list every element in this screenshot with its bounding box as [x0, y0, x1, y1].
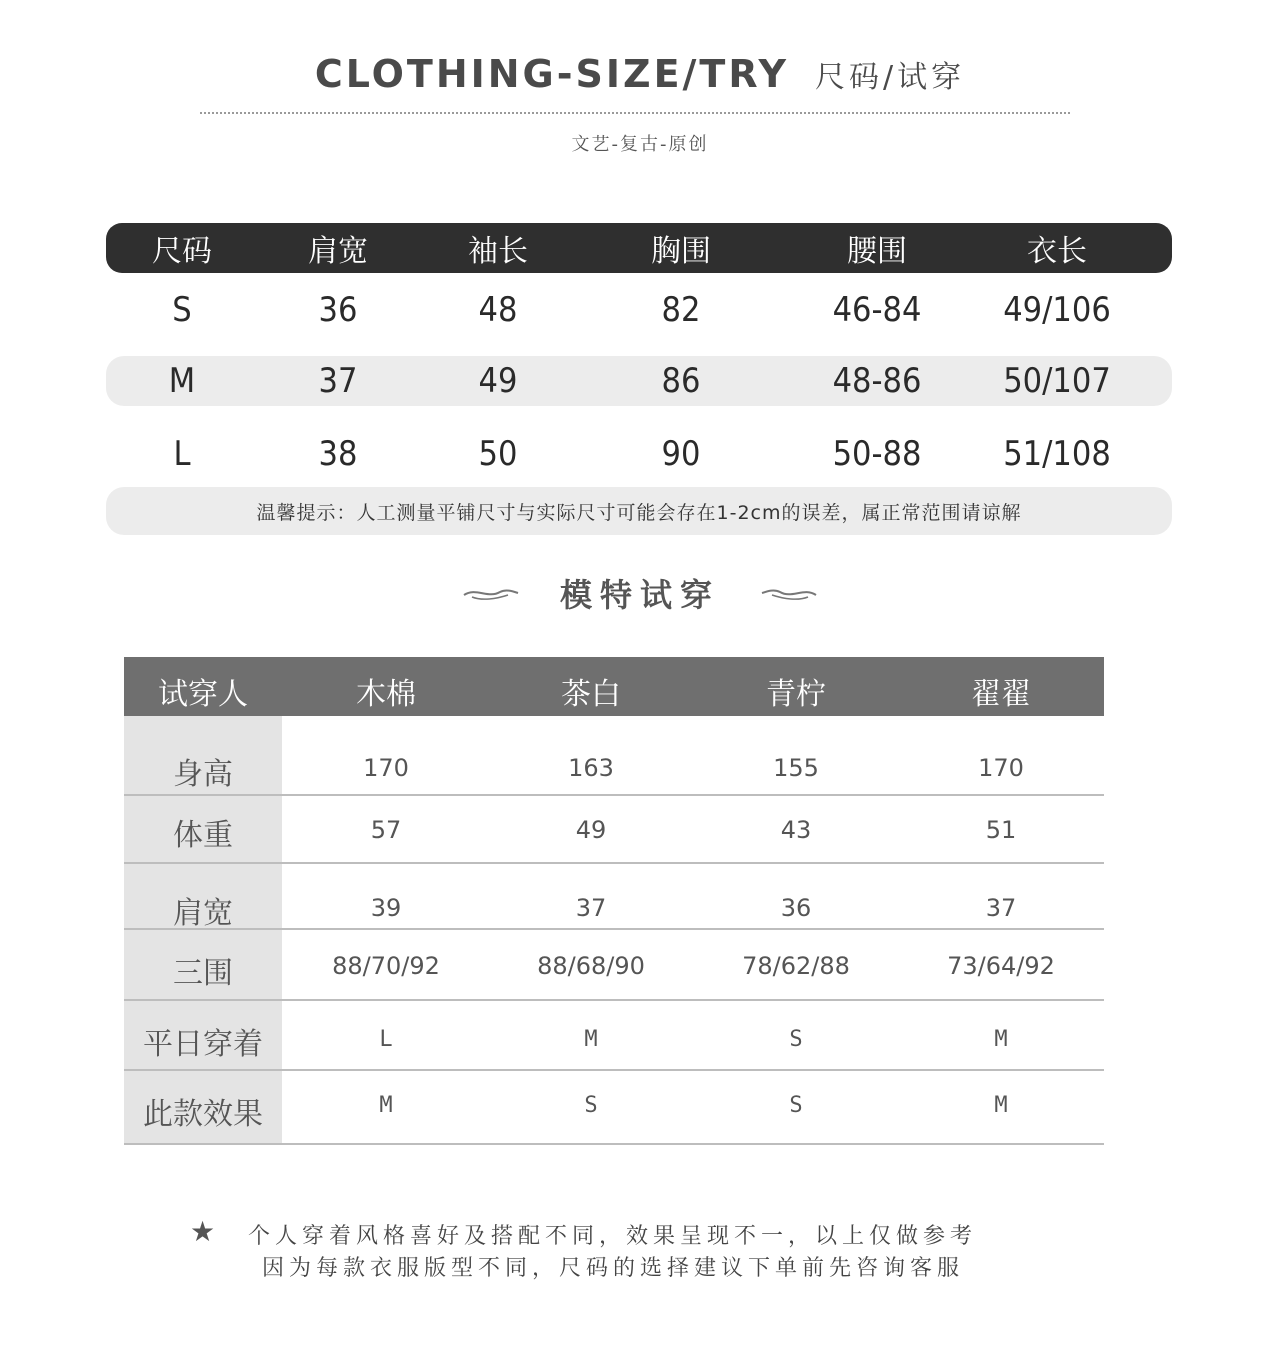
size-cell: 90	[661, 434, 701, 474]
swirl-right-icon	[760, 583, 818, 603]
header-cell-waist: 腰围	[847, 234, 907, 269]
row-label: 此款效果	[143, 1097, 263, 1132]
row-value: M	[584, 1027, 598, 1052]
measurement-notice: 温馨提示：人工测量平铺尺寸与实际尺寸可能会存在1-2cm的误差，属正常范围请谅解	[106, 487, 1172, 535]
model-section-title	[0, 570, 1280, 616]
row-value: M	[994, 1093, 1008, 1118]
size-cell: 48-86	[832, 361, 922, 401]
header-cell-model: 茶白	[561, 677, 621, 712]
row-label: 平日穿着	[143, 1027, 263, 1062]
row-label: 体重	[173, 818, 233, 853]
row-value: 78/62/88	[742, 952, 850, 980]
size-cell: 82	[661, 290, 701, 330]
swirl-left-icon	[462, 583, 520, 603]
model-row-usual-size	[124, 1001, 1104, 1071]
row-value: 73/64/92	[947, 952, 1055, 980]
size-cell: M	[168, 361, 196, 401]
row-value: S	[584, 1093, 598, 1118]
size-row-l	[106, 429, 1172, 479]
size-row-m	[106, 356, 1172, 406]
model-row-weight	[124, 796, 1104, 864]
size-cell: 51/108	[1003, 434, 1111, 474]
header-cell-tester: 试穿人	[158, 677, 248, 712]
row-value: 49	[575, 816, 607, 844]
size-cell: L	[173, 434, 191, 474]
size-cell: 46-84	[832, 290, 922, 330]
row-label: 身高	[173, 757, 233, 792]
row-value: 36	[780, 894, 812, 922]
subtitle: 文艺-复古-原创	[571, 134, 709, 155]
dotted-divider	[200, 112, 1070, 114]
row-value: 88/68/90	[537, 952, 645, 980]
header-cell-shoulder: 肩宽	[308, 234, 368, 269]
size-cell: S	[172, 290, 192, 330]
header-cell-chest: 胸围	[651, 234, 711, 269]
row-value: 57	[370, 816, 402, 844]
header-cell-model: 木棉	[356, 677, 416, 712]
size-cell: 38	[318, 434, 358, 474]
size-cell: 49	[478, 361, 518, 401]
row-value: 37	[575, 894, 607, 922]
size-cell: 86	[661, 361, 701, 401]
row-value: S	[789, 1027, 803, 1052]
row-value: 88/70/92	[332, 952, 440, 980]
row-value: 37	[985, 894, 1017, 922]
page-header	[0, 52, 1280, 96]
model-table-header	[124, 657, 1104, 716]
header-cell-model: 翟翟	[971, 677, 1031, 712]
title-chinese: 尺码/试穿	[815, 60, 966, 95]
row-value: L	[379, 1027, 393, 1052]
star-icon: ★	[190, 1215, 216, 1248]
row-value: M	[994, 1027, 1008, 1052]
row-value: 43	[780, 816, 812, 844]
size-cell: 37	[318, 361, 358, 401]
model-row-fit-result	[124, 1071, 1104, 1145]
row-value: 170	[363, 754, 409, 782]
header-cell-length: 衣长	[1027, 234, 1087, 269]
row-value: 170	[978, 754, 1024, 782]
footer-line-1: 个人穿着风格喜好及搭配不同，效果呈现不一，以上仅做参考	[248, 1224, 978, 1249]
row-label: 三围	[173, 956, 233, 991]
size-cell: 48	[478, 290, 518, 330]
model-row-height	[124, 716, 1104, 796]
size-table	[106, 223, 1172, 474]
row-value: 163	[568, 754, 614, 782]
size-cell: 50/107	[1003, 361, 1111, 401]
header-cell-size: 尺码	[152, 234, 212, 269]
title-english: CLOTHING-SIZE/TRY	[314, 52, 790, 96]
size-cell: 50	[478, 434, 518, 474]
size-cell: 50-88	[832, 434, 922, 474]
row-value: S	[789, 1093, 803, 1118]
model-table	[124, 657, 1104, 1145]
model-row-shoulder	[124, 864, 1104, 930]
row-value: 39	[370, 894, 402, 922]
size-cell: 49/106	[1003, 290, 1111, 330]
header-cell-sleeve: 袖长	[468, 234, 528, 269]
row-value: 51	[985, 816, 1017, 844]
header-cell-model: 青柠	[766, 677, 826, 712]
size-table-header	[106, 223, 1172, 273]
model-row-measurements	[124, 930, 1104, 1001]
row-label: 肩宽	[173, 896, 233, 931]
size-cell: 36	[318, 290, 358, 330]
model-title-text: 模特试穿	[559, 576, 720, 614]
row-value: M	[379, 1093, 393, 1118]
size-row-s	[106, 285, 1172, 335]
footer-line-2: 因为每款衣服版型不同，尺码的选择建议下单前先咨询客服	[262, 1256, 965, 1281]
row-value: 155	[773, 754, 819, 782]
